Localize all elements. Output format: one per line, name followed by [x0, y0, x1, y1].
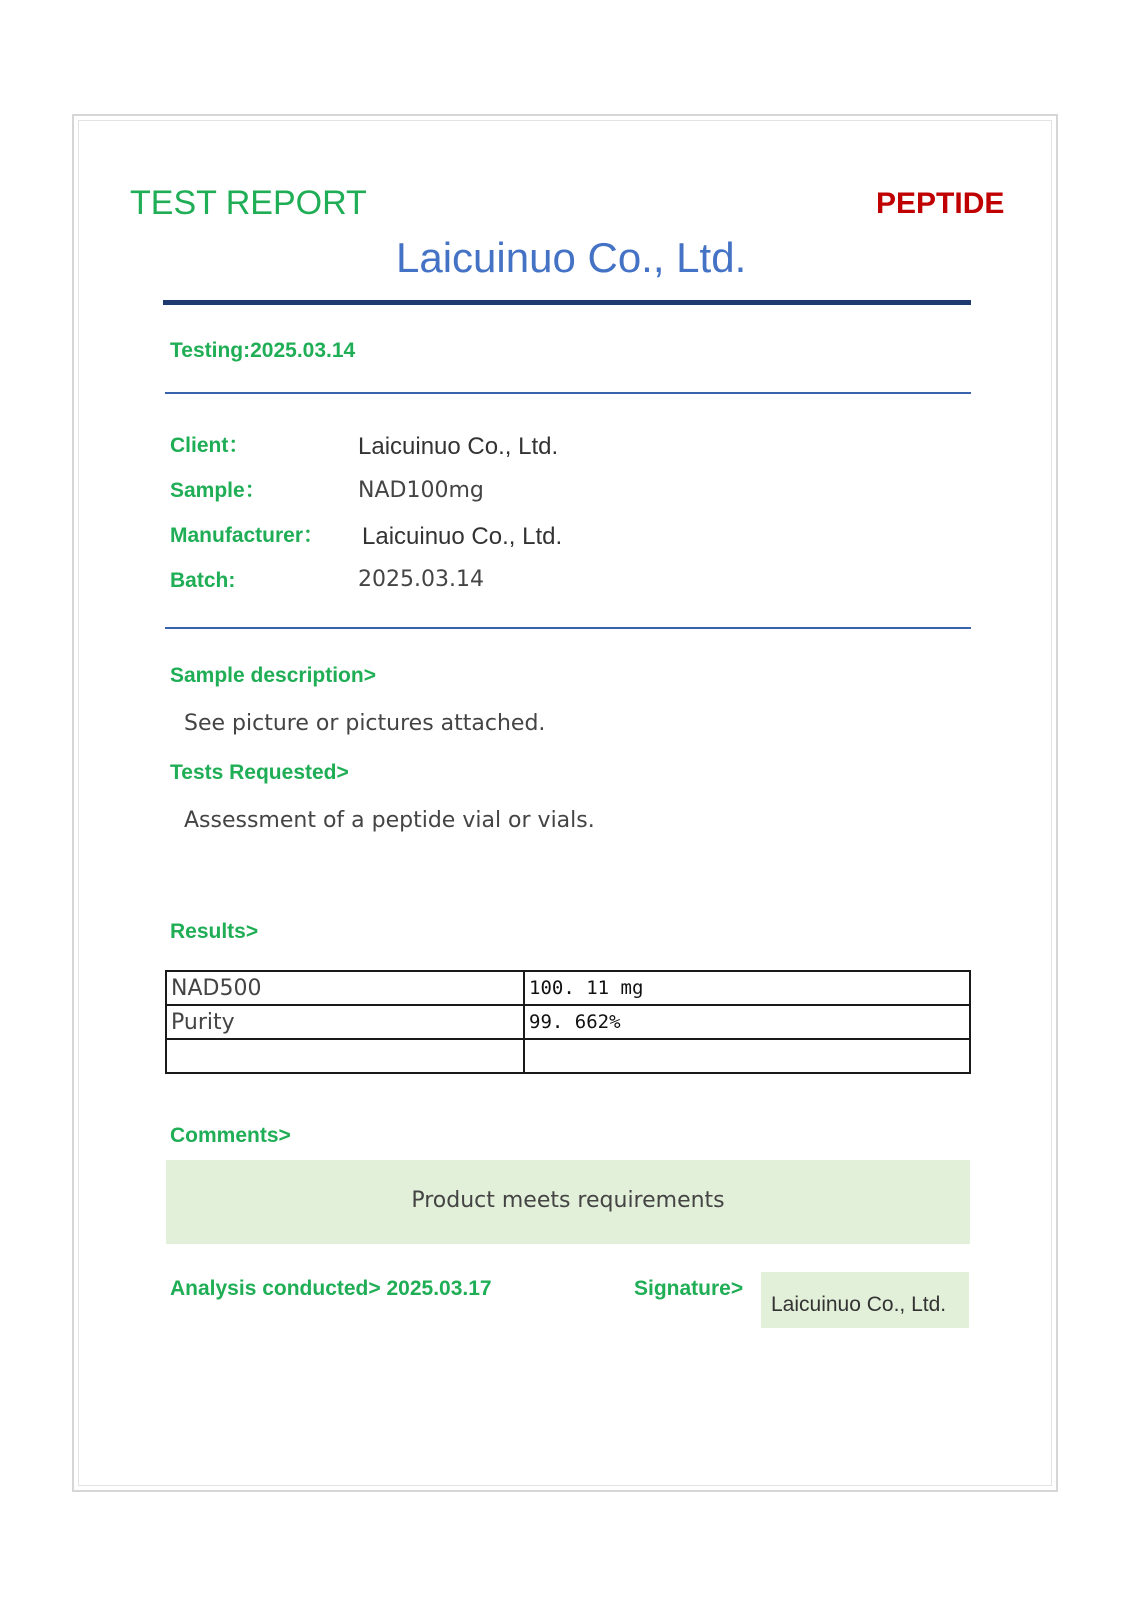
analysis-label: Analysis conducted> — [170, 1277, 381, 1300]
sample-description-text: See picture or pictures attached. — [184, 711, 546, 736]
section-divider-top — [165, 392, 971, 394]
header-divider — [163, 300, 971, 305]
sample-value: NAD100mg — [358, 478, 484, 503]
results-table — [165, 970, 971, 1074]
batch-label: Batch: — [170, 569, 236, 592]
result-name-cell — [166, 1039, 524, 1073]
section-divider-bottom — [165, 627, 971, 629]
sample-label: Sample： — [170, 479, 266, 502]
result-value-cell: 99. 662% — [524, 1005, 970, 1039]
company-name-header: Laicuinuo Co., Ltd. — [396, 234, 747, 281]
manufacturer-value: Laicuinuo Co., Ltd. — [362, 523, 563, 550]
tests-requested-heading: Tests Requested> — [170, 761, 349, 784]
testing-date-line — [170, 338, 355, 364]
table-row — [166, 971, 970, 1005]
client-value: Laicuinuo Co., Ltd. — [358, 433, 559, 460]
table-row — [166, 1039, 970, 1073]
result-name-cell: Purity — [166, 1005, 524, 1039]
analysis-date: 2025.03.17 — [386, 1277, 492, 1300]
testing-label: Testing: — [170, 339, 251, 362]
tests-requested-text: Assessment of a peptide vial or vials. — [184, 808, 595, 833]
sample-description-heading: Sample description> — [170, 664, 376, 687]
result-name-cell: NAD500 — [166, 971, 524, 1005]
result-value-cell — [524, 1039, 970, 1073]
signature-value: Laicuinuo Co., Ltd. — [771, 1293, 947, 1316]
analysis-conducted-line — [170, 1276, 492, 1302]
comment-text: Product meets requirements — [411, 1188, 725, 1213]
signature-label: Signature> — [634, 1277, 744, 1300]
results-heading: Results> — [170, 920, 259, 943]
comments-heading: Comments> — [170, 1124, 291, 1147]
table-row — [166, 1005, 970, 1039]
testing-date: 2025.03.14 — [250, 339, 356, 362]
report-category: PEPTIDE — [876, 187, 1005, 220]
client-label: Client： — [170, 434, 250, 457]
report-title: TEST REPORT — [130, 184, 367, 222]
result-value-cell: 100. 11 mg — [524, 971, 970, 1005]
batch-value: 2025.03.14 — [358, 567, 484, 592]
manufacturer-label: Manufacturer： — [170, 524, 325, 547]
